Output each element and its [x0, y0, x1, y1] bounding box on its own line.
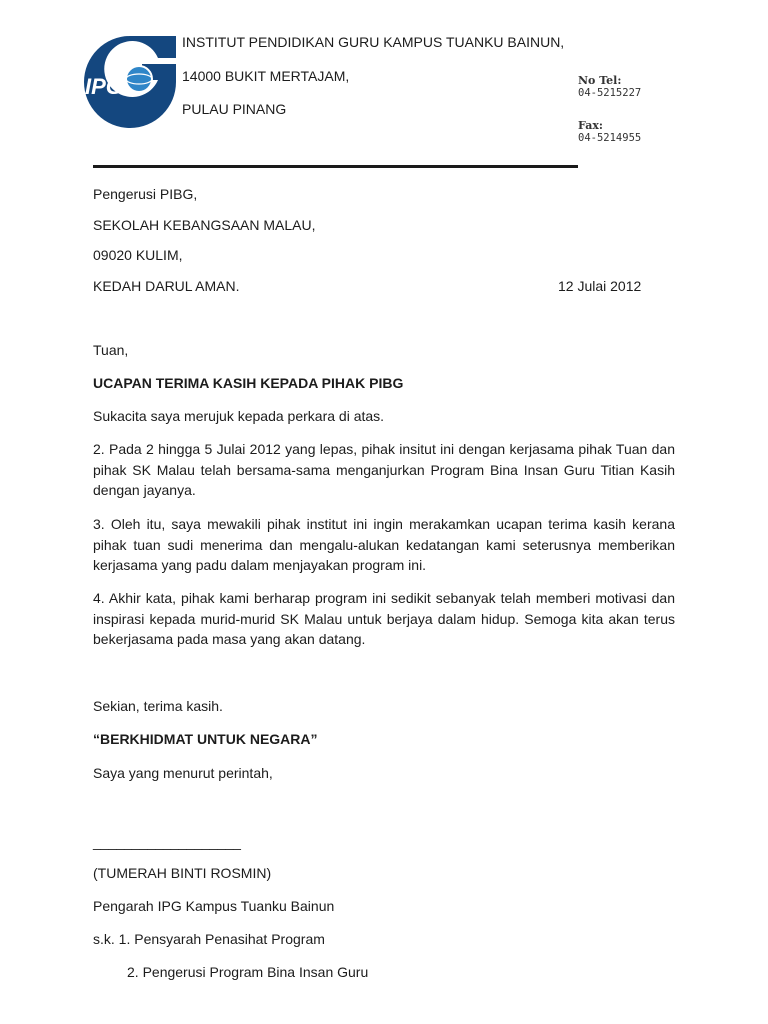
body-paragraph-4: 4. Akhir kata, pihak kami berharap program ini sedikit sebanyak telah memberi motivasi dan inspirasi kepada murid-murid SK Malau untuk berjaya dalam hidup. Semoga kita akan terus bekerjasama pada masa yang akan datang.	[93, 590, 675, 647]
signatory-position: Pengarah IPG Kampus Tuanku Bainun	[93, 898, 335, 914]
recipient-line-4: KEDAH DARUL AMAN.	[93, 278, 240, 294]
institution-name: INSTITUT PENDIDIKAN GURU KAMPUS TUANKU BAINUN,	[182, 34, 565, 50]
recipient-line-1: Pengerusi PIBG,	[93, 186, 198, 202]
body-paragraph-3: 3. Oleh itu, saya mewakili pihak institut ini ingin merakamkan ucapan terima kasih kerana pihak tuan sudi menerima dan mengalu-alukan kedatangan kami seterusnya memberikan kerjasama yang padu dalam menjayakan program ini.	[93, 516, 675, 573]
signatory-name: (TUMERAH BINTI ROSMIN)	[93, 865, 272, 881]
body-paragraph-1: Sukacita saya merujuk kepada perkara di atas.	[93, 408, 385, 424]
body-paragraph-2: 2. Pada 2 hingga 5 Julai 2012 yang lepas, pihak insitut ini dengan kerjasama pihak Tuan dan pihak SK Malau telah bersama-sama menganjurkan Program Bina Insan Guru Titian Kasih dengan jayanya.	[93, 441, 675, 498]
salutation: Tuan,	[93, 342, 129, 358]
cc-item-2: 2. Pengerusi Program Bina Insan Guru	[127, 964, 369, 980]
recipient-line-3: 09020 KULIM,	[93, 247, 183, 263]
header-divider	[93, 165, 578, 168]
institution-state: PULAU PINANG	[182, 101, 287, 117]
institution-address: 14000 BUKIT MERTAJAM,	[182, 68, 350, 84]
fax-label: Fax:	[578, 119, 603, 132]
letter-date: 12 Julai 2012	[558, 278, 642, 294]
tel-number: 04-5215227	[578, 87, 642, 99]
fax-number: 04-5214955	[578, 132, 642, 144]
tel-label: No Tel:	[578, 74, 622, 87]
motto: “BERKHIDMAT UNTUK NEGARA”	[93, 731, 318, 747]
logo-text: IPG	[85, 74, 123, 99]
ipg-logo	[82, 34, 178, 130]
cc-item-1: s.k. 1. Pensyarah Penasihat Program	[93, 931, 325, 947]
recipient-line-2: SEKOLAH KEBANGSAAN MALAU,	[93, 217, 316, 233]
closing-yours: Saya yang menurut perintah,	[93, 765, 273, 781]
letter-subject: UCAPAN TERIMA KASIH KEPADA PIHAK PIBG	[93, 375, 404, 391]
closing-thanks: Sekian, terima kasih.	[93, 698, 223, 714]
signature-line: ___________________	[93, 834, 241, 850]
